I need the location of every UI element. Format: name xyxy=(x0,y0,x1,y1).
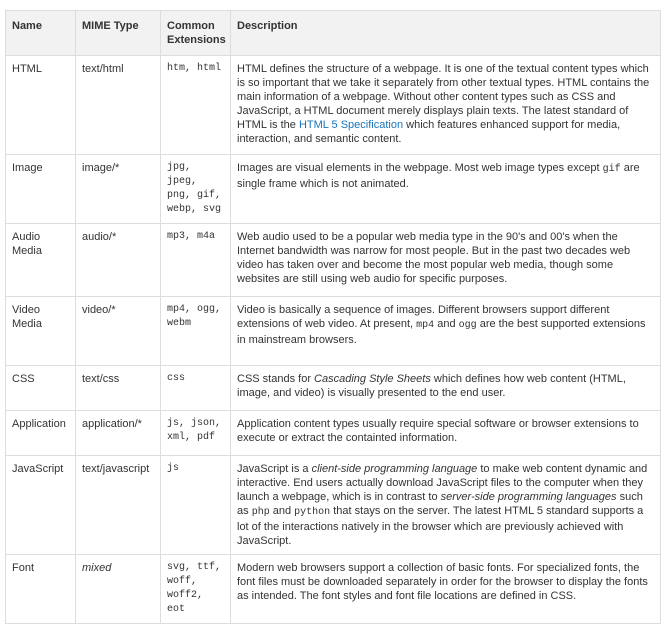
cell-extensions: jpg, jpeg, png, gif, webp, svg xyxy=(161,155,231,224)
table-body xyxy=(6,56,661,624)
cell-description: Application content types usually require special software or browser extensions to execute or extract the containted information. xyxy=(231,411,661,456)
cell-name: Application xyxy=(6,411,76,456)
cell-extensions: mp4, ogg, webm xyxy=(161,297,231,366)
cell-extensions: js xyxy=(161,456,231,555)
cell-mime-type: text/javascript xyxy=(76,456,161,555)
header-description: Description xyxy=(231,11,661,56)
desc-text: such as xyxy=(237,491,643,517)
table-row xyxy=(6,411,661,456)
table-row xyxy=(6,155,661,224)
html5-specification-link[interactable]: HTML 5 Specification xyxy=(298,119,404,131)
desc-code: php xyxy=(251,507,270,518)
cell-extensions: svg, ttf, woff, woff2, eot xyxy=(161,555,231,624)
desc-text: are the best supported extensions in mainstream browsers. xyxy=(237,318,646,346)
cell-mime-type: video/* xyxy=(76,297,161,366)
desc-code: python xyxy=(294,507,331,518)
desc-code: mp4 xyxy=(416,320,435,331)
header-row xyxy=(6,11,661,56)
table-row xyxy=(6,366,661,411)
desc-text: that stays on the server. The latest HTML 5 standard supports a lot of the interactions natively in the browser which are previously achieved with JavaScript. xyxy=(237,505,644,547)
desc-italic: Cascading Style Sheets xyxy=(314,373,431,385)
table-header xyxy=(6,11,661,56)
cell-mime-type: audio/* xyxy=(76,224,161,297)
cell-description xyxy=(231,155,661,224)
header-mime-type: MIME Type xyxy=(76,11,161,56)
desc-code: ogg xyxy=(458,320,477,331)
desc-text: JavaScript is a xyxy=(237,463,312,475)
desc-code: gif xyxy=(602,164,621,175)
cell-mime-type: image/* xyxy=(76,155,161,224)
header-name: Name xyxy=(6,11,76,56)
desc-text: and xyxy=(269,505,295,517)
table-row xyxy=(6,297,661,366)
mime-types-table xyxy=(5,10,661,624)
cell-mime-type: mixed xyxy=(76,555,161,624)
cell-extensions: mp3, m4a xyxy=(161,224,231,297)
desc-text: and xyxy=(434,318,459,330)
cell-description xyxy=(231,366,661,411)
cell-name: Audio Media xyxy=(6,224,76,297)
cell-name: Video Media xyxy=(6,297,76,366)
cell-description: Modern web browsers support a collection of basic fonts. For specialized fonts, the font files must be downloaded separately in order for the browser to display the fonts as intended. The font styles and font file locations are defined in CSS. xyxy=(231,555,661,624)
cell-description xyxy=(231,297,661,366)
cell-name: HTML xyxy=(6,56,76,155)
cell-name: CSS xyxy=(6,366,76,411)
desc-text: CSS stands for xyxy=(237,373,315,385)
desc-text: to make web content dynamic and interactive. End users actually download JavaScript files to the computer when they launch a webpage, which is in contrast to xyxy=(237,463,648,503)
table-row xyxy=(6,555,661,624)
desc-text: Images are visual elements in the webpage. Most web image types except xyxy=(237,162,603,174)
cell-name: JavaScript xyxy=(6,456,76,555)
cell-name: Image xyxy=(6,155,76,224)
desc-italic: server-side programming languages xyxy=(440,491,617,503)
desc-text: Video is basically a sequence of images. Different browsers support different extensions of web video. At present, xyxy=(237,304,610,330)
cell-extensions: css xyxy=(161,366,231,411)
desc-text: are single frame which is not animated. xyxy=(237,162,640,190)
cell-description xyxy=(231,456,661,555)
cell-name: Font xyxy=(6,555,76,624)
cell-extensions: htm, html xyxy=(161,56,231,155)
desc-text: HTML defines the structure of a webpage. It is one of the textual content types which is so important that we take it separately from other textual types. HTML contains the main information of a webpage. Without other content types such as CSS and JavaScript, a HTML document merely displays plain texts. The latest standard of HTML is the xyxy=(237,63,650,131)
table-row xyxy=(6,56,661,155)
cell-extensions: js, json, xml, pdf xyxy=(161,411,231,456)
desc-text: which defines how web content (HTML, image, and video) is visually presented to the end user. xyxy=(237,373,626,399)
cell-description: Web audio used to be a popular web media type in the 90's and 00's when the Internet bandwidth was narrow for most people. But in the past two decades web video has taken over and become the most popular web media, though some websites are still using web audio for specific purposes. xyxy=(231,224,661,297)
table-row xyxy=(6,456,661,555)
desc-text: which features enhanced support for media, interaction, and semantic content. xyxy=(237,119,621,145)
cell-mime-type: text/css xyxy=(76,366,161,411)
table-row xyxy=(6,224,661,297)
cell-description xyxy=(231,56,661,155)
header-common-extensions: Common Extensions xyxy=(161,11,231,56)
cell-mime-type: text/html xyxy=(76,56,161,155)
desc-italic: client-side programming language xyxy=(311,463,478,475)
cell-mime-type: application/* xyxy=(76,411,161,456)
